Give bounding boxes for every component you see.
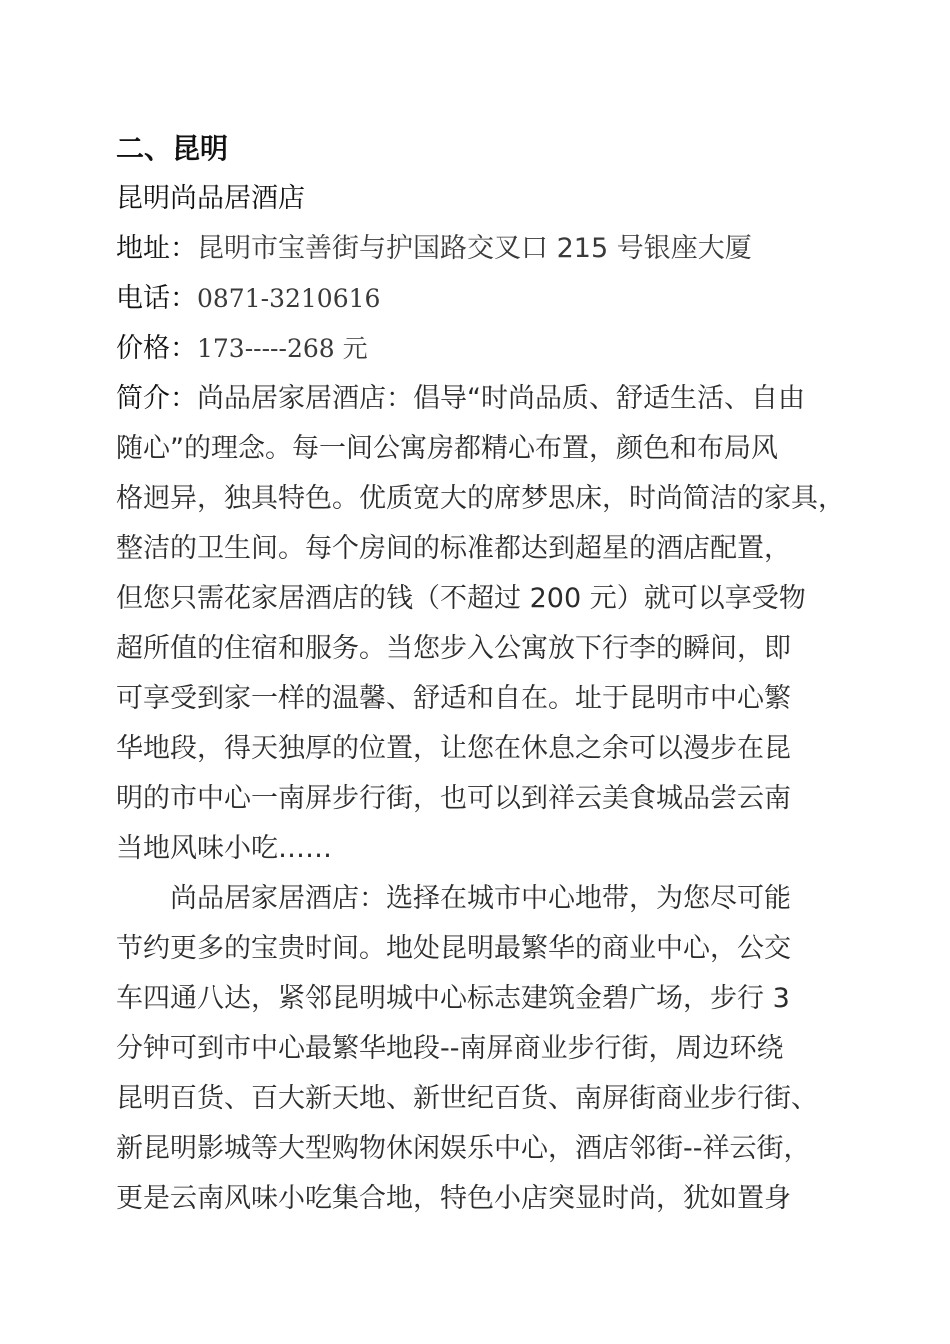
intro-line: 随心”的理念。每一间公寓房都精心布置，颜色和布局风	[116, 433, 778, 464]
section-heading: 二、昆明	[116, 132, 229, 165]
paragraph-line: 新昆明影城等大型购物休闲娱乐中心，酒店邻街--祥云街，	[116, 1133, 811, 1164]
paragraph-line: 尚品居家居酒店：选择在城市中心地带，为您尽可能	[170, 883, 791, 914]
document-page	[116, 124, 846, 1224]
paragraph-line: 分钟可到市中心最繁华地段--南屏商业步行街，周边环绕	[116, 1033, 784, 1064]
hotel-name: 昆明尚品居酒店	[116, 183, 305, 214]
address-value: 昆明市宝善街与护国路交叉口 215 号银座大厦	[197, 233, 752, 264]
intro-text: 尚品居家居酒店：倡导“时尚品质、舒适生活、自由	[197, 383, 805, 414]
phone-label: 电话：	[116, 283, 197, 314]
price-label: 价格：	[116, 333, 197, 364]
intro-line	[116, 374, 846, 424]
intro-line: 可享受到家一样的温馨、舒适和自在。址于昆明市中心繁	[116, 683, 791, 714]
intro-paragraph	[116, 374, 846, 874]
paragraph-line: 昆明百货、百大新天地、新世纪百货、南屏街商业步行街、	[116, 1083, 818, 1114]
intro-line: 明的市中心一南屏步行街，也可以到祥云美食城品尝云南	[116, 783, 791, 814]
intro-line: 格迥异，独具特色。优质宽大的席梦思床，时尚简洁的家具，	[116, 483, 845, 514]
paragraph-line: 节约更多的宝贵时间。地处昆明最繁华的商业中心，公交	[116, 933, 791, 964]
paragraph-line: 更是云南风味小吃集合地，特色小店突显时尚，犹如置身	[116, 1183, 791, 1214]
phone-value: 0871-3210616	[197, 284, 381, 313]
intro-line: 但您只需花家居酒店的钱（不超过 200 元）就可以享受物	[116, 583, 806, 614]
intro-line: 整洁的卫生间。每个房间的标准都达到超星的酒店配置，	[116, 533, 791, 564]
address-line	[116, 224, 846, 274]
price-line	[116, 324, 846, 374]
intro-line: 超所值的住宿和服务。当您步入公寓放下行李的瞬间，即	[116, 633, 791, 664]
price-value: 173-----268 元	[197, 334, 368, 363]
intro-line: 华地段，得天独厚的位置，让您在休息之余可以漫步在昆	[116, 733, 791, 764]
address-label: 地址：	[116, 233, 197, 264]
intro-line: 当地风味小吃……	[116, 833, 332, 864]
intro-label: 简介：	[116, 383, 197, 414]
paragraph-line: 车四通八达，紧邻昆明城中心标志建筑金碧广场，步行 3	[116, 983, 790, 1014]
phone-line	[116, 274, 846, 324]
second-paragraph	[116, 874, 846, 1224]
